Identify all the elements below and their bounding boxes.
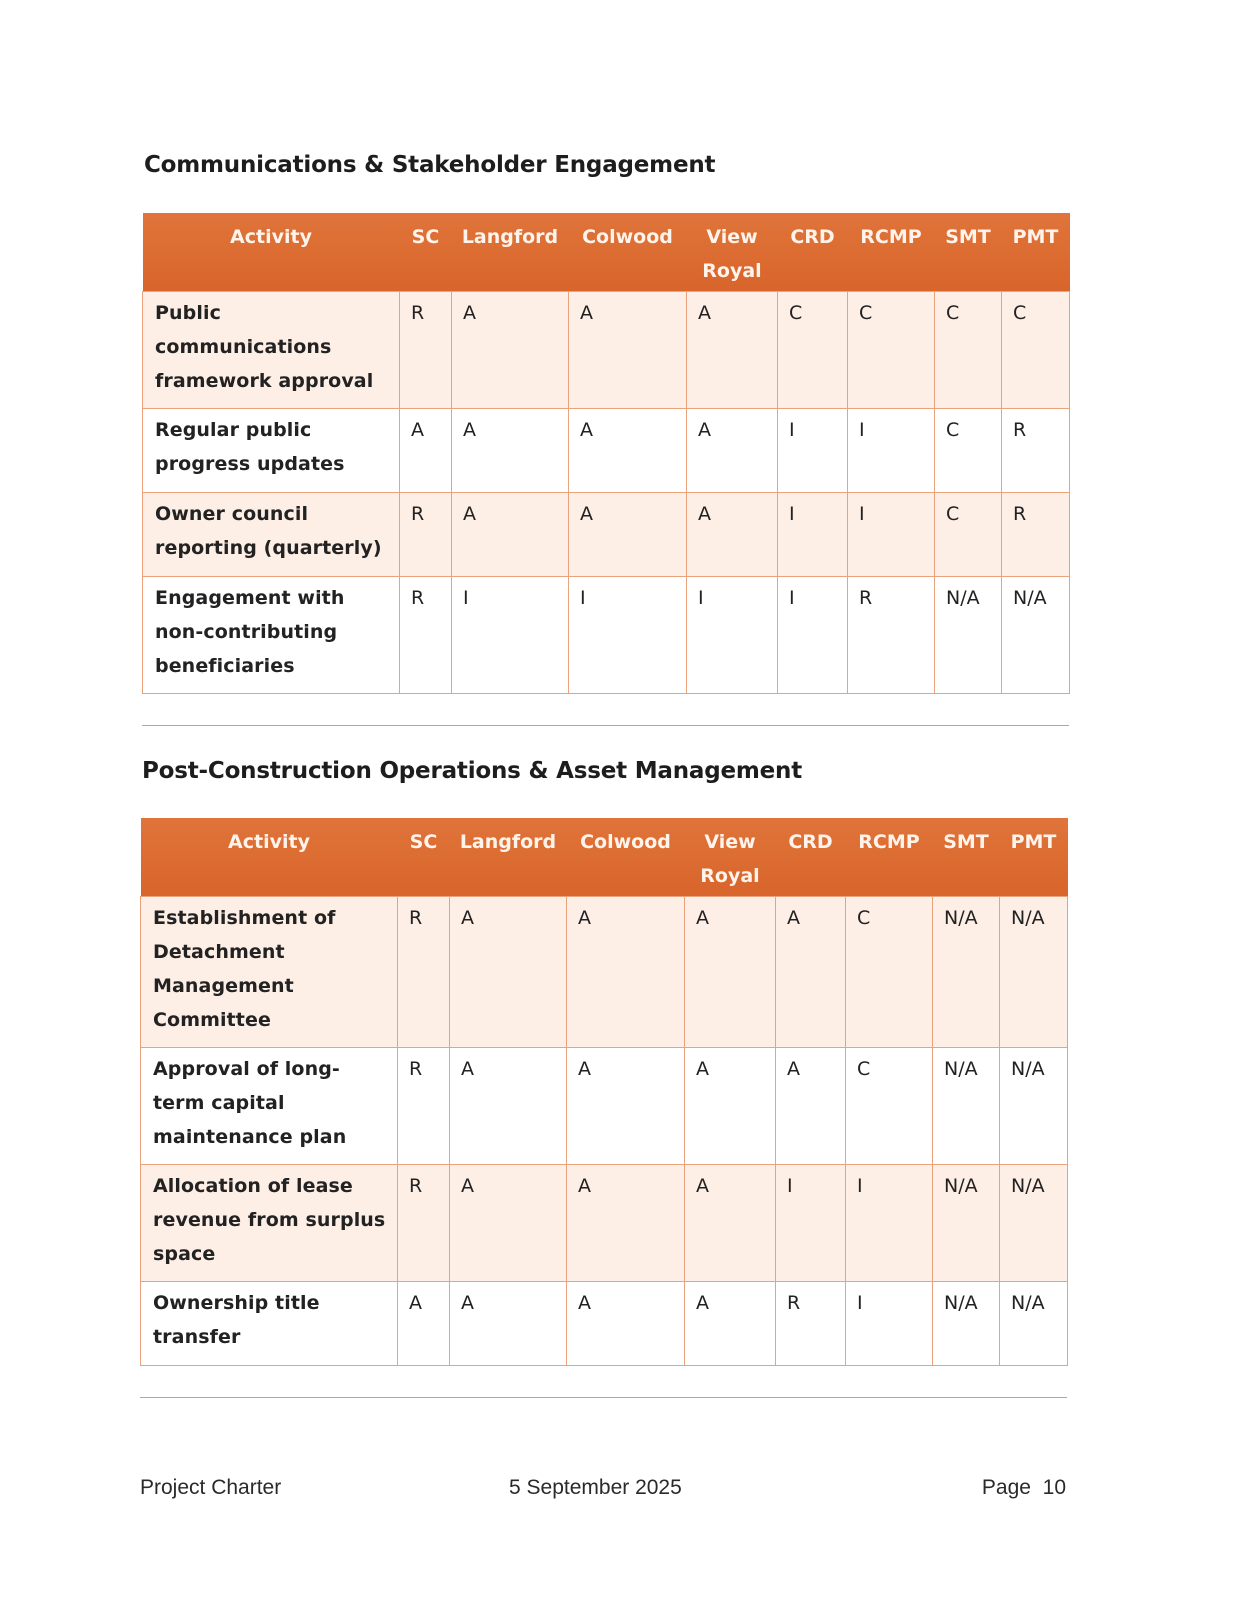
header-langford: Langford [452,213,569,291]
table-header-row [141,818,1068,896]
raci-cell: N/A [1000,1047,1068,1164]
raci-cell: I [452,576,569,693]
raci-cell: A [450,1164,567,1281]
header-langford: Langford [450,818,567,896]
header-sc: SC [400,213,452,291]
footer-page-number: Page 10 [981,1476,1066,1499]
raci-cell: A [567,1047,685,1164]
raci-cell: A [567,1281,685,1365]
raci-cell: I [776,1164,846,1281]
header-rcmp: RCMP [848,213,935,291]
header-colwood: Colwood [569,213,687,291]
raci-cell: A [567,1164,685,1281]
raci-cell: A [687,492,778,576]
raci-cell: A [687,291,778,408]
header-view-royal-line2: Royal [702,260,762,282]
raci-cell: N/A [1000,1164,1068,1281]
raci-cell: R [776,1281,846,1365]
footer-date: 5 September 2025 [509,1476,682,1499]
raci-cell: R [400,576,452,693]
raci-cell: I [846,1164,933,1281]
raci-cell: C [846,896,933,1047]
activity-cell: Establishment of Detachment Management Committee [141,896,398,1047]
raci-cell: I [778,492,848,576]
raci-cell: I [687,576,778,693]
communications-raci-table [142,213,1070,694]
header-view-royal [685,818,776,896]
raci-cell: A [452,492,569,576]
header-activity: Activity [143,213,400,291]
raci-cell: I [846,1281,933,1365]
raci-cell: I [848,408,935,492]
raci-cell: R [1002,492,1070,576]
header-view-royal [687,213,778,291]
raci-cell: C [846,1047,933,1164]
header-colwood: Colwood [567,818,685,896]
header-rcmp: RCMP [846,818,933,896]
raci-cell: C [1002,291,1070,408]
header-pmt: PMT [1002,213,1070,291]
table-row [141,1047,1068,1164]
raci-cell: I [778,576,848,693]
header-smt: SMT [935,213,1002,291]
header-smt: SMT [933,818,1000,896]
activity-cell: Ownership title transfer [141,1281,398,1365]
raci-cell: A [450,1281,567,1365]
table-row [141,1281,1068,1365]
table-row [141,896,1068,1047]
raci-cell: A [685,1164,776,1281]
raci-cell: R [400,291,452,408]
raci-cell: N/A [1000,1281,1068,1365]
raci-cell: C [935,408,1002,492]
raci-cell: I [778,408,848,492]
header-sc: SC [398,818,450,896]
post-construction-raci-table [140,818,1068,1366]
header-view-royal-line2: Royal [700,865,760,887]
raci-cell: A [567,896,685,1047]
activity-cell: Approval of long-term capital maintenance plan [141,1047,398,1164]
header-view-royal-line1: View [704,831,756,853]
table-row [141,1164,1068,1281]
activity-cell: Public communications framework approval [143,291,400,408]
header-activity: Activity [141,818,398,896]
raci-cell: A [685,896,776,1047]
raci-cell: A [452,291,569,408]
activity-cell: Regular public progress updates [143,408,400,492]
raci-cell: A [569,492,687,576]
raci-cell: N/A [933,896,1000,1047]
raci-cell: C [935,291,1002,408]
raci-cell: A [450,1047,567,1164]
raci-cell: A [685,1281,776,1365]
header-view-royal-line1: View [706,226,758,248]
raci-cell: A [569,291,687,408]
activity-cell: Owner council reporting (quarterly) [143,492,400,576]
table-row [143,492,1070,576]
raci-cell: A [685,1047,776,1164]
raci-cell: N/A [935,576,1002,693]
raci-cell: A [452,408,569,492]
header-crd: CRD [776,818,846,896]
raci-cell: N/A [1002,576,1070,693]
section-divider [140,1397,1067,1398]
table-row [143,576,1070,693]
raci-cell: A [450,896,567,1047]
raci-cell: R [400,492,452,576]
raci-cell: N/A [933,1164,1000,1281]
raci-cell: A [400,408,452,492]
raci-cell: N/A [1000,896,1068,1047]
raci-cell: C [778,291,848,408]
raci-cell: R [1002,408,1070,492]
raci-cell: A [776,1047,846,1164]
raci-cell: R [398,1047,450,1164]
raci-cell: C [848,291,935,408]
raci-cell: I [569,576,687,693]
raci-cell: N/A [933,1047,1000,1164]
activity-cell: Engagement with non-contributing beneficiaries [143,576,400,693]
section-divider [142,725,1069,726]
raci-cell: A [569,408,687,492]
section-title-post-construction: Post-Construction Operations & Asset Management [142,758,803,784]
raci-cell: R [398,896,450,1047]
section-title-communications: Communications & Stakeholder Engagement [144,152,716,178]
raci-cell: A [398,1281,450,1365]
raci-cell: C [935,492,1002,576]
activity-cell: Allocation of lease revenue from surplus space [141,1164,398,1281]
raci-cell: R [848,576,935,693]
header-crd: CRD [778,213,848,291]
raci-cell: A [687,408,778,492]
raci-cell: I [848,492,935,576]
table-header-row [143,213,1070,291]
footer-document-title: Project Charter [140,1476,282,1499]
header-pmt: PMT [1000,818,1068,896]
raci-cell: R [398,1164,450,1281]
raci-cell: A [776,896,846,1047]
raci-cell: N/A [933,1281,1000,1365]
table-row [143,408,1070,492]
table-row [143,291,1070,408]
